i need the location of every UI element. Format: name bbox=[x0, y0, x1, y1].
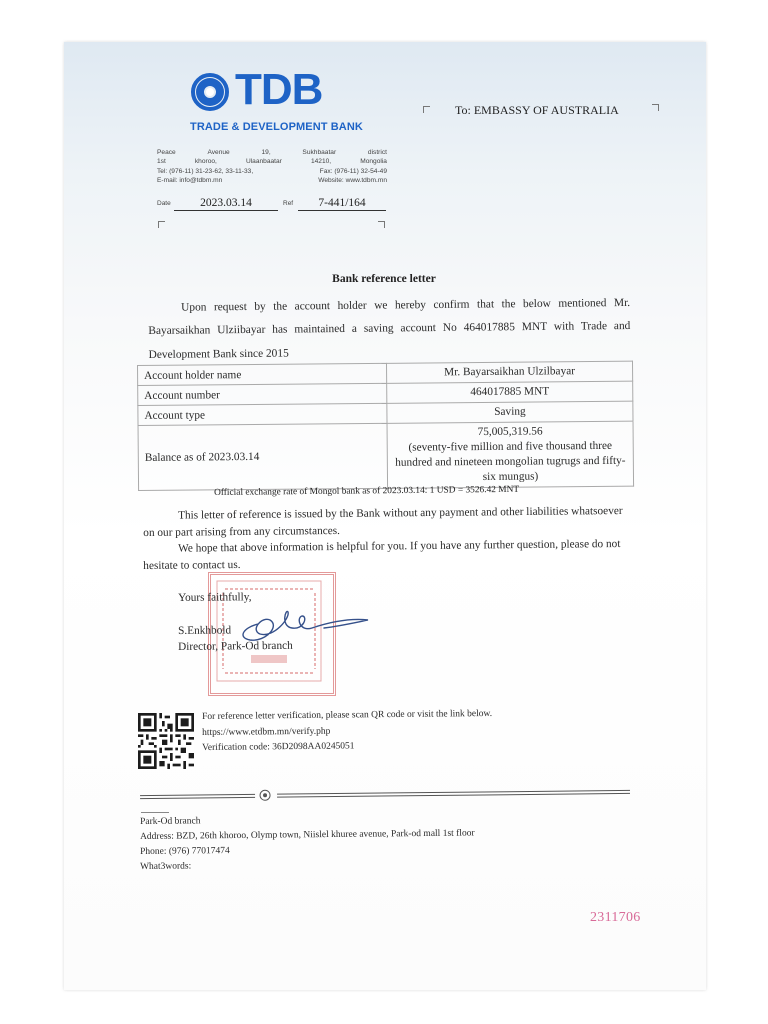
verification-link[interactable]: https://www.etdbm.mn/verify.php bbox=[202, 726, 331, 738]
address-row bbox=[157, 148, 387, 157]
footer-phone: Phone: (976) 77017474 bbox=[140, 846, 230, 857]
address-word: Mongolia bbox=[360, 158, 387, 166]
document-stamp-number: 2311706 bbox=[590, 910, 641, 925]
address-word: Peace bbox=[157, 149, 176, 156]
address-word: Avenue bbox=[207, 149, 230, 156]
ref-value: 7-441/164 bbox=[298, 196, 386, 211]
address-word: 1st bbox=[157, 158, 166, 166]
address-row bbox=[157, 157, 387, 166]
table-label: Account holder name bbox=[138, 363, 387, 385]
balance-amount: 75,005,319.56 bbox=[477, 425, 543, 439]
bank-logo-text: TDB bbox=[235, 65, 323, 114]
verification-instructions: For reference letter verification, please scan QR code or visit the link below. bbox=[202, 708, 493, 722]
address-word: 19, bbox=[261, 149, 271, 156]
corner-mark bbox=[423, 106, 430, 113]
table-label: Balance as of 2023.03.14 bbox=[138, 423, 388, 490]
ref-label: Ref bbox=[283, 200, 294, 207]
address-word: Sukhbaatar bbox=[302, 149, 337, 156]
corner-mark bbox=[158, 221, 165, 228]
bank-email: E-mail: info@tdbm.mn bbox=[157, 176, 223, 184]
corner-mark bbox=[652, 104, 659, 111]
address-word: Ulaanbaatar bbox=[245, 158, 282, 166]
corner-mark bbox=[378, 221, 385, 228]
letter-title: Bank reference letter bbox=[332, 273, 436, 285]
address-word: district bbox=[367, 149, 387, 156]
footer-what3words: What3words: bbox=[140, 861, 192, 872]
recipient: To: EMBASSY OF AUSTRALIA bbox=[455, 103, 619, 117]
account-details-table bbox=[137, 361, 634, 491]
table-value: 464017885 MNT bbox=[387, 381, 633, 403]
bank-telephone: Tel: (976-11) 31-23-62, 33-11-33, bbox=[157, 167, 254, 175]
contact-row bbox=[157, 176, 387, 185]
intro-paragraph: Upon request by the account holder we hereby confirm that the below mentioned Mr. Bayarsaikhan Ulziibayar has maintained a saving account No 464017885 MNT with Trade and Development Bank since 2015 bbox=[148, 296, 631, 361]
contact-row bbox=[157, 167, 387, 176]
table-value: Mr. Bayarsaikhan Ulzilbayar bbox=[386, 361, 632, 383]
table-value: Saving bbox=[387, 401, 633, 423]
bank-website: Website: www.tdbm.mn bbox=[318, 176, 387, 184]
qr-code-icon bbox=[138, 712, 194, 770]
date-value: 2023.03.14 bbox=[174, 196, 278, 211]
liability-paragraph: This letter of reference is issued by the Bank without any payment and other liabilities whatsoever on our part arising from any circumstances. bbox=[143, 504, 623, 539]
bank-full-name: TRADE & DEVELOPMENT BANK bbox=[190, 121, 363, 133]
table-label: Account number bbox=[138, 383, 387, 405]
signatory-title: Director, Park-Od branch bbox=[178, 639, 293, 653]
closing-salutation: Yours faithfully, bbox=[178, 591, 252, 604]
footer-rule bbox=[141, 812, 169, 813]
date-label: Date bbox=[157, 200, 171, 207]
table-row bbox=[138, 421, 634, 490]
footer-divider bbox=[140, 778, 630, 802]
balance-cell bbox=[387, 421, 634, 488]
bank-address bbox=[157, 148, 387, 185]
balance-in-words: (seventy-five million and five thousand three hundred and nineteen mongolian tugrugs and fifty-six mungus) bbox=[395, 439, 626, 483]
exchange-rate-note: Official exchange rate of Mongol bank as of 2023.03.14: 1 USD = 3526.42 MNT bbox=[214, 484, 520, 498]
table-label: Account type bbox=[138, 403, 387, 425]
address-word: 14210, bbox=[310, 158, 332, 166]
footer-branch: Park-Od branch bbox=[140, 816, 201, 827]
bank-fax: Fax: (976-11) 32-54-49 bbox=[319, 167, 387, 175]
verification-code: Verification code: 36D2098AA0245051 bbox=[202, 741, 355, 753]
signatory-name: S.Enkhbold bbox=[178, 624, 232, 637]
closing-paragraph: We hope that above information is helpful for you. If you have any further question, please do not hesitate to contact us. bbox=[143, 538, 621, 572]
address-word: khoroo, bbox=[194, 158, 217, 166]
footer-address: Address: BZD, 26th khoroo, Olymp town, Niislel khuree avenue, Park-od mall 1st floor bbox=[140, 828, 475, 842]
tdb-logo-icon bbox=[190, 72, 230, 112]
